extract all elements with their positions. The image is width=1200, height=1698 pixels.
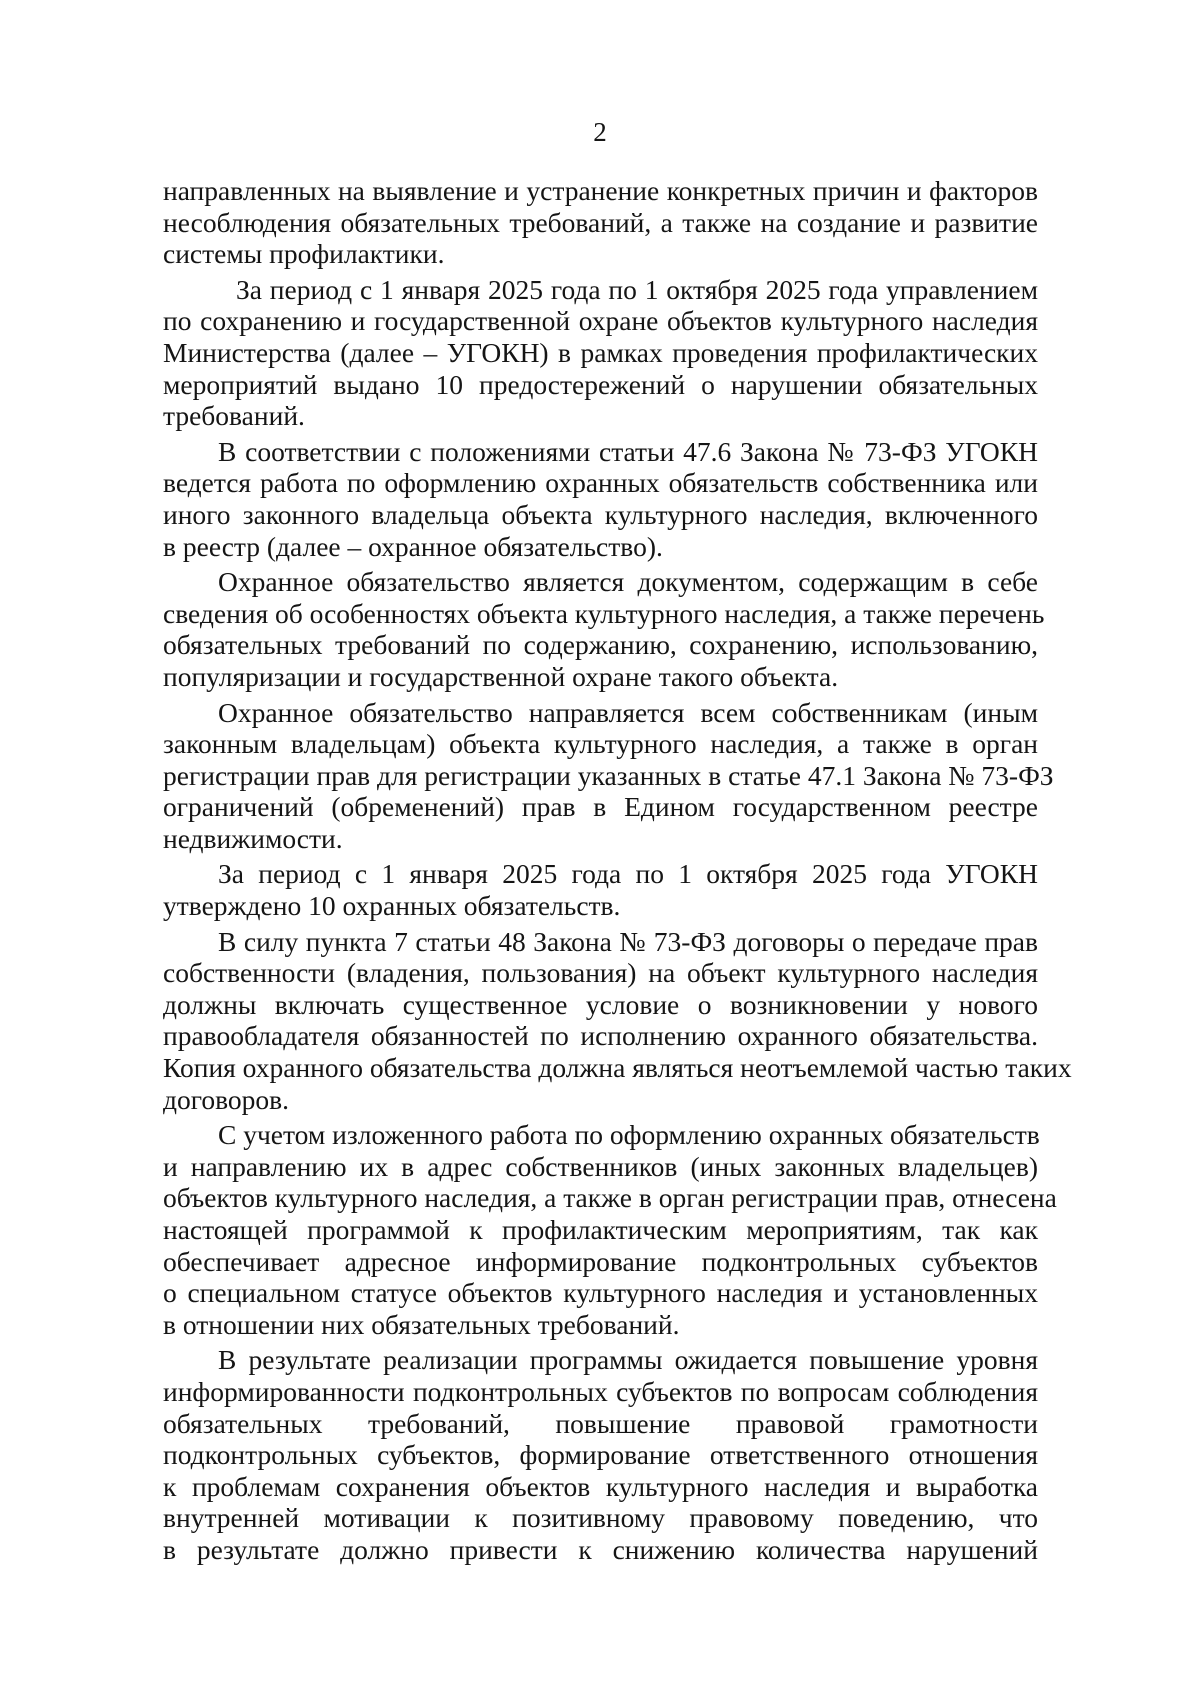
text-line: настоящей программой к профилактическим мероприятиям, так как: [163, 1214, 1038, 1245]
paragraph: [163, 274, 1038, 432]
text-line: должны включать существенное условие о возникновении у нового: [163, 988, 1038, 1020]
text-line: С учетом изложенного работа по оформлению охранных обязательств: [218, 1119, 1040, 1151]
text-line: ограничений (обременений) прав в Едином государственном реестре: [163, 791, 1038, 823]
text-line: к проблемам сохранения объектов культурного наследия и выработка: [163, 1470, 1038, 1502]
text-line: обязательных требований, повышение правовой грамотности: [163, 1407, 1038, 1439]
text-line: в отношении них обязательных требований.: [163, 1308, 680, 1340]
text-line: и направлению их в адрес собственников (иных законных владельцев): [163, 1150, 1038, 1182]
paragraph: [163, 436, 1038, 562]
text-line: внутренней мотивации к позитивному правовому поведению, что: [163, 1502, 1038, 1534]
text-line: обеспечивает адресное информирование подконтрольных субъектов: [163, 1245, 1038, 1277]
text-line: За период с 1 января 2025 года по 1 октября 2025 года управлением: [236, 273, 1038, 305]
text-line: по сохранению и государственной охране объектов культурного наследия: [163, 305, 1038, 337]
text-line: За период с 1 января 2025 года по 1 октября 2025 года УГОКН: [218, 858, 1038, 890]
text-line: Охранное обязательство является документом, содержащим в себе: [218, 566, 1038, 598]
text-line: популяризации и государственной охране такого объекта.: [163, 660, 839, 692]
text-line: В результате реализации программы ожидается повышение уровня: [218, 1344, 1038, 1376]
text-line: регистрации прав для регистрации указанных в статье 47.1 Закона № 73-ФЗ: [163, 759, 1054, 791]
text-line: в реестр (далее – охранное обязательство).: [163, 530, 663, 562]
text-line: Охранное обязательство направляется всем собственникам (иным: [218, 696, 1038, 728]
paragraph: [163, 1119, 1057, 1340]
text-line: В соответствии с положениями статьи 47.6 Закона № 73-ФЗ УГОКН: [218, 435, 1038, 467]
text-line: информированности подконтрольных субъектов по вопросам соблюдения: [163, 1375, 1038, 1407]
paragraph: [163, 858, 1038, 921]
text-line: несоблюдения обязательных требований, а также на создание и развитие: [163, 206, 1038, 238]
paragraph: [163, 1344, 1038, 1565]
document-body: [163, 175, 1072, 1570]
text-line: объектов культурного наследия, а также в орган регистрации прав, отнесена: [163, 1182, 1057, 1214]
page-number: 2: [593, 117, 607, 147]
text-line: законным владельцам) объекта культурного наследия, а также в орган: [163, 728, 1038, 760]
paragraph: [163, 175, 1038, 270]
text-line: требований.: [163, 400, 305, 432]
text-line: Министерства (далее – УГОКН) в рамках проведения профилактических: [163, 336, 1038, 368]
text-line: сведения об особенностях объекта культурного наследия, а также перечень: [163, 597, 1045, 629]
text-line: в результате должно привести к снижению количества нарушений: [163, 1533, 1038, 1565]
text-line: мероприятий выдано 10 предостережений о нарушении обязательных: [163, 368, 1038, 400]
text-line: о специальном статусе объектов культурного наследия и установленных: [163, 1277, 1038, 1309]
text-line: направленных на выявление и устранение конкретных причин и факторов: [163, 175, 1038, 206]
text-line: недвижимости.: [163, 822, 343, 854]
text-line: договоров.: [163, 1083, 289, 1115]
paragraph: [163, 925, 1072, 1116]
text-line: системы профилактики.: [163, 238, 445, 270]
text-line: обязательных требований по содержанию, сохранению, использованию,: [163, 629, 1038, 661]
text-line: утверждено 10 охранных обязательств.: [163, 890, 621, 922]
paragraph: [163, 696, 1054, 855]
text-line: Копия охранного обязательства должна являться неотъемлемой частью таких: [163, 1052, 1072, 1084]
text-line: собственности (владения, пользования) на объект культурного наследия: [163, 957, 1038, 989]
text-line: правообладателя обязанностей по исполнению охранного обязательства.: [163, 1020, 1038, 1052]
text-line: В силу пункта 7 статьи 48 Закона № 73-ФЗ договоры о передаче прав: [218, 925, 1038, 957]
text-line: иного законного владельца объекта культурного наследия, включенного: [163, 498, 1038, 530]
paragraph: [163, 566, 1045, 692]
text-line: подконтрольных субъектов, формирование ответственного отношения: [163, 1439, 1038, 1471]
text-line: ведется работа по оформлению охранных обязательств собственника или: [163, 467, 1038, 499]
